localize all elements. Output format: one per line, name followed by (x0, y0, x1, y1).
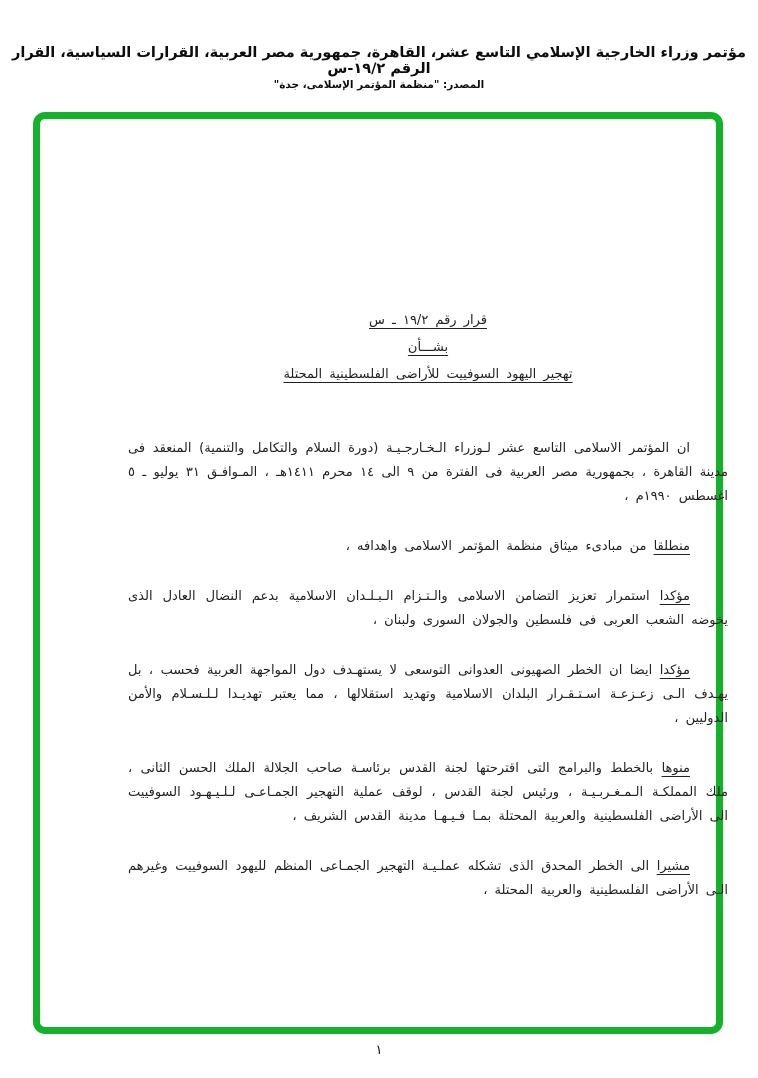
resolution-title-block (128, 307, 728, 388)
paragraph-moakkidan-2 (128, 659, 728, 731)
paragraph-lead-word: مؤكدا (659, 589, 690, 604)
resolution-subject-word: بشـــأن (407, 340, 449, 355)
paragraph-lead-word: منطلقا (653, 539, 690, 554)
paragraph-lead-word: منوها (661, 761, 690, 776)
paragraph-monawwihan (128, 757, 728, 829)
document-header-line: مؤتمر وزراء الخارجية الإسلامي التاسع عشر، القاهرة، جمهورية مصر العربية، القرارات السياسية، القرار الرقم ١٩/٢-س (12, 45, 746, 77)
paragraph-text: ان المؤتمر الاسلامى التاسع عشر لـوزراء الـخـارجـيـة (دورة السلام والتكامل والتنمية) المنعقد فى مدينة القاهرة ، بجمهورية مصر العربية فى الفترة من ٩ الى ١٤ محرم ١٤١١هـ ، المـوافـق ٣١ يوليو ـ ٥ اغسطس ١٩٩٠م ، (128, 441, 729, 504)
paragraph-moakkidan-1 (128, 585, 728, 633)
paragraph-text: استمرار تعزيز التضامن الاسلامى والـتـزام الـبـلـدان الاسلامية بدعم النضال العادل الذى يخوضه الشعب العربى فى فلسطين والجولان السورى ولبنان ، (128, 589, 728, 628)
green-border-frame (33, 112, 729, 1034)
paragraph-text: بالخطط والبرامج التى اقترحتها لجنة القدس برئاسـة صاحب الجلالة الملك الحسن الثانى ، ملك المملكـة الـمـغـربـيـة ، ورئيس لجنة القدس ، لوقف عملية التهجير الجمـاعـى لـلـيـهـود السوفييت الى الأراضى الفلسطينية والعربية المحتلة بمـا فـيـهـا مدينة القدس الشريف ، (128, 761, 728, 824)
resolution-subject-line: تهجير اليهود السوفييت للأراضى الفلسطينية المحتلة (283, 367, 573, 382)
paragraph-lead-word: مشيرا (656, 859, 690, 874)
page-number: ١ (375, 1043, 383, 1058)
paragraph-preamble (128, 437, 728, 509)
paragraph-lead-word: مؤكدا (659, 663, 690, 678)
document-source-line: المصدر: "منظمة المؤتمر الإسلامى، جدة" (273, 79, 485, 91)
paragraph-mushiran (128, 855, 728, 903)
paragraph-text: ايضا ان الخطر الصهيونى العدوانى التوسعى لا يستهـدف دول المواجهة العربية فحسب ، بل يهـدف الـى زعـزعـة اسـتـقـرار البلدان الاسلامية وتهديد استقلالها ، مما يعتبر تهديـدا لـلـسـلام والأمن الدوليين ، (128, 663, 728, 726)
resolution-number-line: قرار رقم ١٩/٢ ـ س (369, 313, 487, 328)
paragraph-montaliqan (128, 535, 728, 559)
paragraph-text: من مبادىء ميثاق منظمة المؤتمر الاسلامى واهدافه ، (345, 539, 654, 554)
document-body (128, 307, 728, 929)
paragraph-text: الى الخطر المحدق الذى تشكله عملـيـة التهجير الجمـاعى المنظم لليهود السوفييت وغيرهم الـى الأراضى الفلسطينية والعربية المحتلة ، (128, 859, 728, 898)
